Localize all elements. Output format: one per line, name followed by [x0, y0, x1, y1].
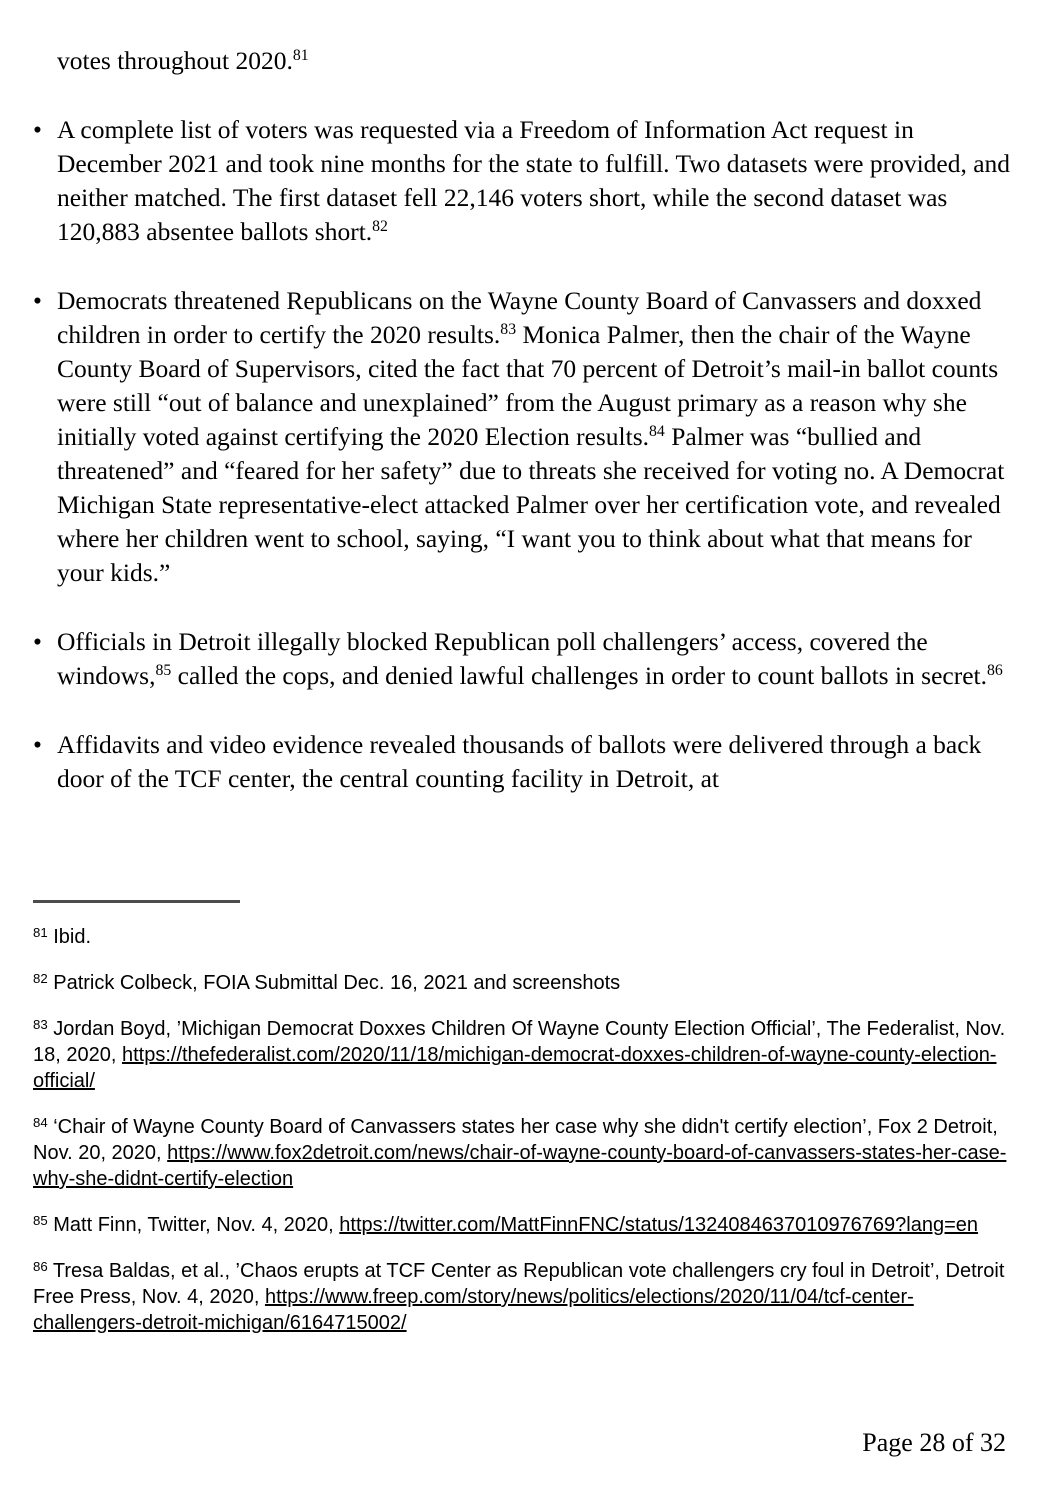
footnote: [33, 1212, 1009, 1238]
bullet-item: [33, 284, 1012, 590]
bullet-icon: •: [33, 286, 42, 315]
footnote: [33, 924, 1009, 950]
bullet-item: [33, 113, 1012, 249]
text-run: Tresa Baldas, et al., ’Chaos erupts at TCF Center as Republican vote challengers cry foul in Detroit’, Detroit Free Press, Nov. 4, 2020,: [33, 1260, 1005, 1308]
bullet-icon: •: [33, 730, 42, 759]
footnote-ref: 82: [372, 218, 388, 236]
footnote-ref: 85: [155, 662, 172, 680]
footnote-link[interactable]: https://thefederalist.com/2020/11/18/michigan-democrat-doxxes-children-of-wayne-county-election-official/: [33, 1044, 997, 1092]
footnote-number: 85: [33, 1213, 48, 1229]
footnote-link[interactable]: https://www.fox2detroit.com/news/chair-of-wayne-county-board-of-canvassers-states-her-case-why-she-didnt-certify-election: [33, 1142, 1007, 1190]
footnote: [33, 970, 1009, 996]
footnote: [33, 1258, 1009, 1336]
body-text: [33, 44, 1012, 796]
footnote-ref: 86: [987, 662, 1003, 680]
footnote-separator: [33, 900, 240, 903]
text-run: Monica Palmer, then the chair of the Wayne County Board of Supervisors, cited the fact that 70 percent of Detroit’s mail-in ballot counts were still “out of balance and unexplained” from the August primary as a reason why she initially voted against certifying the 2020 Election results.: [57, 320, 999, 451]
footnotes-section: [33, 924, 1009, 1336]
text-run: Patrick Colbeck, FOIA Submittal Dec. 16, 2021 and screenshots: [53, 972, 621, 994]
bullet-paragraph: [57, 728, 1012, 796]
bullet-paragraph: [57, 113, 1012, 249]
text-run: Democrats threatened Republicans on the Wayne County Board of Canvassers and doxxed children in order to certify the 2020 results.: [57, 286, 982, 349]
bullet-paragraph: [57, 625, 1012, 693]
bullet-list: [33, 113, 1012, 796]
text-run: Palmer was “bullied and threatened” and “feared for her safety” due to threats she received for voting no. A Democrat Michigan State representative-elect attacked Palmer over her certification vote, and revealed where her children went to school, saying, “I want you to think about what that means for your kids.”: [57, 422, 1005, 587]
footnote-link[interactable]: https://twitter.com/MattFinnFNC/status/1324084637010976769?lang=en: [339, 1214, 979, 1236]
bullet-item: [33, 728, 1012, 796]
body-paragraph-intro: [57, 44, 1012, 78]
bullet-icon: •: [33, 115, 42, 144]
footnote-link[interactable]: https://www.freep.com/story/news/politics/elections/2020/11/04/tcf-center-challengers-detroit-michigan/6164715002/: [33, 1286, 914, 1334]
text-run: Officials in Detroit illegally blocked Republican poll challengers’ access, covered the windows,: [57, 627, 928, 690]
footnote-ref: 81: [292, 47, 309, 65]
footnote: [33, 1016, 1009, 1094]
page-number: Page 28 of 32: [862, 1428, 1006, 1457]
footnote-ref: 84: [649, 423, 665, 441]
page-footer: [862, 1428, 1006, 1458]
text-run: ‘Chair of Wayne County Board of Canvassers states her case why she didn't certify election’, Fox 2 Detroit, Nov. 20, 2020,: [33, 1116, 998, 1164]
footnote-number: 82: [33, 971, 48, 987]
footnote: [33, 1114, 1009, 1192]
text-run: votes throughout 2020.: [57, 46, 293, 75]
footnote-number: 86: [33, 1259, 48, 1275]
text-run: Affidavits and video evidence revealed thousands of ballots were delivered through a back door of the TCF center, the central counting facility in Detroit, at: [57, 730, 982, 793]
text-run: Ibid.: [53, 926, 92, 948]
footnote-number: 83: [33, 1017, 48, 1033]
text-run: Jordan Boyd, ’Michigan Democrat Doxxes Children Of Wayne County Election Official’, The Federalist, Nov. 18, 2020,: [33, 1018, 1006, 1066]
footnote-number: 81: [33, 925, 48, 941]
text-run: Matt Finn, Twitter, Nov. 4, 2020,: [53, 1214, 340, 1236]
text-run: called the cops, and denied lawful challenges in order to count ballots in secret.: [171, 661, 987, 690]
footnote-number: 84: [33, 1115, 48, 1131]
bullet-icon: •: [33, 627, 42, 656]
bullet-paragraph: [57, 284, 1012, 590]
text-run: A complete list of voters was requested via a Freedom of Information Act request in December 2021 and took nine months for the state to fulfill. Two datasets were provided, and neither matched. The first dataset fell 22,146 voters short, while the second dataset was 120,883 absentee ballots short.: [57, 115, 1011, 246]
bullet-item: [33, 625, 1012, 693]
footnote-ref: 83: [500, 321, 517, 339]
